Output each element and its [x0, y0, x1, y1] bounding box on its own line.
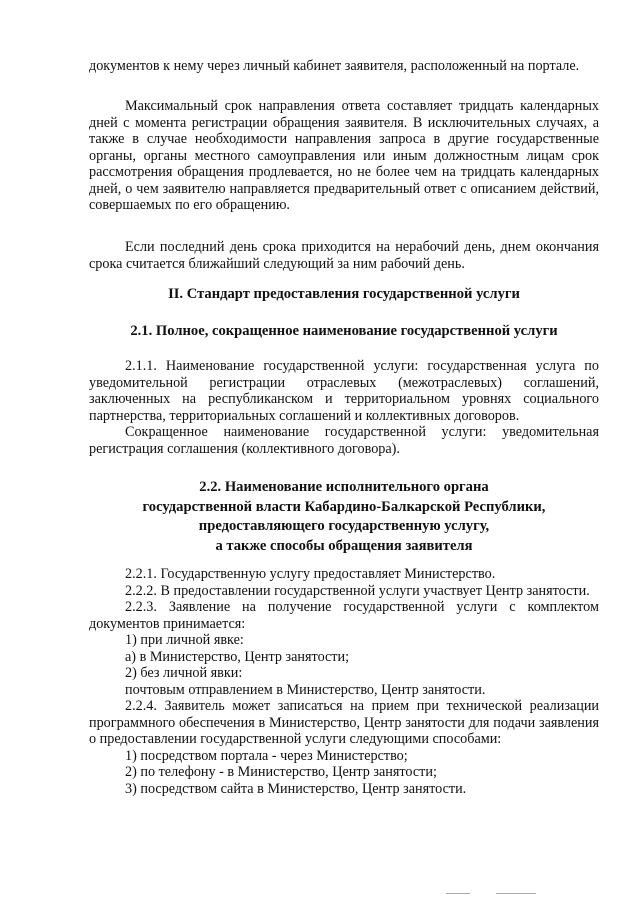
paragraph: 2.2.2. В предоставлении государственной услуги участвует Центр занятости.: [125, 582, 590, 599]
paragraph: Максимальный срок направления ответа составляет тридцать календарных дней с момента регистрации обращения заявителя. В исключительных случаях, а также в случае необходимости направления запроса в другие государственные органы, органы местного самоуправления или иным должностным лицам срок рассмотрения обращения продлевается, но не более чем на тридцать календарных дней, о чем заявителю направляется предварительный ответ с описанием действий, совершаемых по его обращению.: [89, 98, 599, 213]
paragraph: 2.1.1. Наименование государственной услуги: государственная услуга по уведомительной регистрации отраслевых (межотраслевых) соглашений, заключенных на республиканском и территориальном уровнях социального партнерства, территориальных соглашений и коллективных договоров.: [89, 358, 599, 424]
subsection-2-1-title: 2.1. Полное, сокращенное наименование государственной услуги: [130, 323, 558, 339]
deadline-text: [89, 239, 599, 272]
section-title: II. Стандарт предоставления государственной услуги: [168, 286, 520, 302]
paragraph: документов к нему через личный кабинет заявителя, расположенный на портале.: [89, 58, 580, 74]
list-item: почтовым отправлением в Министерство, Центр занятости.: [125, 681, 486, 698]
paragraph: 2.2.1. Государственную услугу предоставляет Министерство.: [125, 566, 496, 582]
footer-mark: [446, 893, 470, 894]
subsection-2-2-text: [89, 566, 599, 797]
max-term-text: [89, 98, 599, 214]
title-line: предоставляющего государственную услугу,: [198, 518, 490, 534]
paragraph: 2.2.3. Заявление на получение государственной услуги с комплектом документов принимается:: [89, 599, 599, 632]
paragraph: Если последний день срока приходится на нерабочий день, днем окончания срока считается ближайший следующий за ним рабочий день.: [89, 239, 599, 272]
footer-mark: [496, 893, 536, 894]
list-item: 1) посредством портала - через Министерство;: [125, 747, 408, 764]
continuation-text: [89, 58, 599, 75]
title-line: 2.2. Наименование исполнительного органа: [199, 479, 489, 495]
paragraph: Сокращенное наименование государственной услуги: уведомительная регистрация соглашения (коллективного договора).: [89, 424, 599, 457]
list-item: 2) без личной явки:: [125, 665, 243, 681]
list-item: 3) посредством сайта в Министерство, Центр занятости.: [125, 780, 467, 797]
list-item: а) в Министерство, Центр занятости;: [125, 648, 350, 665]
title-line: а также способы обращения заявителя: [215, 537, 473, 554]
subsection-2-1-text: [89, 358, 599, 457]
list-item: 1) при личной явке:: [125, 632, 244, 648]
subsection-2-2-title: [89, 478, 599, 556]
list-item: 2) по телефону - в Министерство, Центр занятости;: [125, 764, 437, 780]
paragraph: 2.2.4. Заявитель может записаться на прием при технической реализации программного обеспечения в Министерство, Центр занятости для подачи заявления о предоставлении государственной услуги следующими способами:: [89, 698, 599, 747]
title-line: государственной власти Кабардино-Балкарской Республики,: [142, 498, 546, 515]
